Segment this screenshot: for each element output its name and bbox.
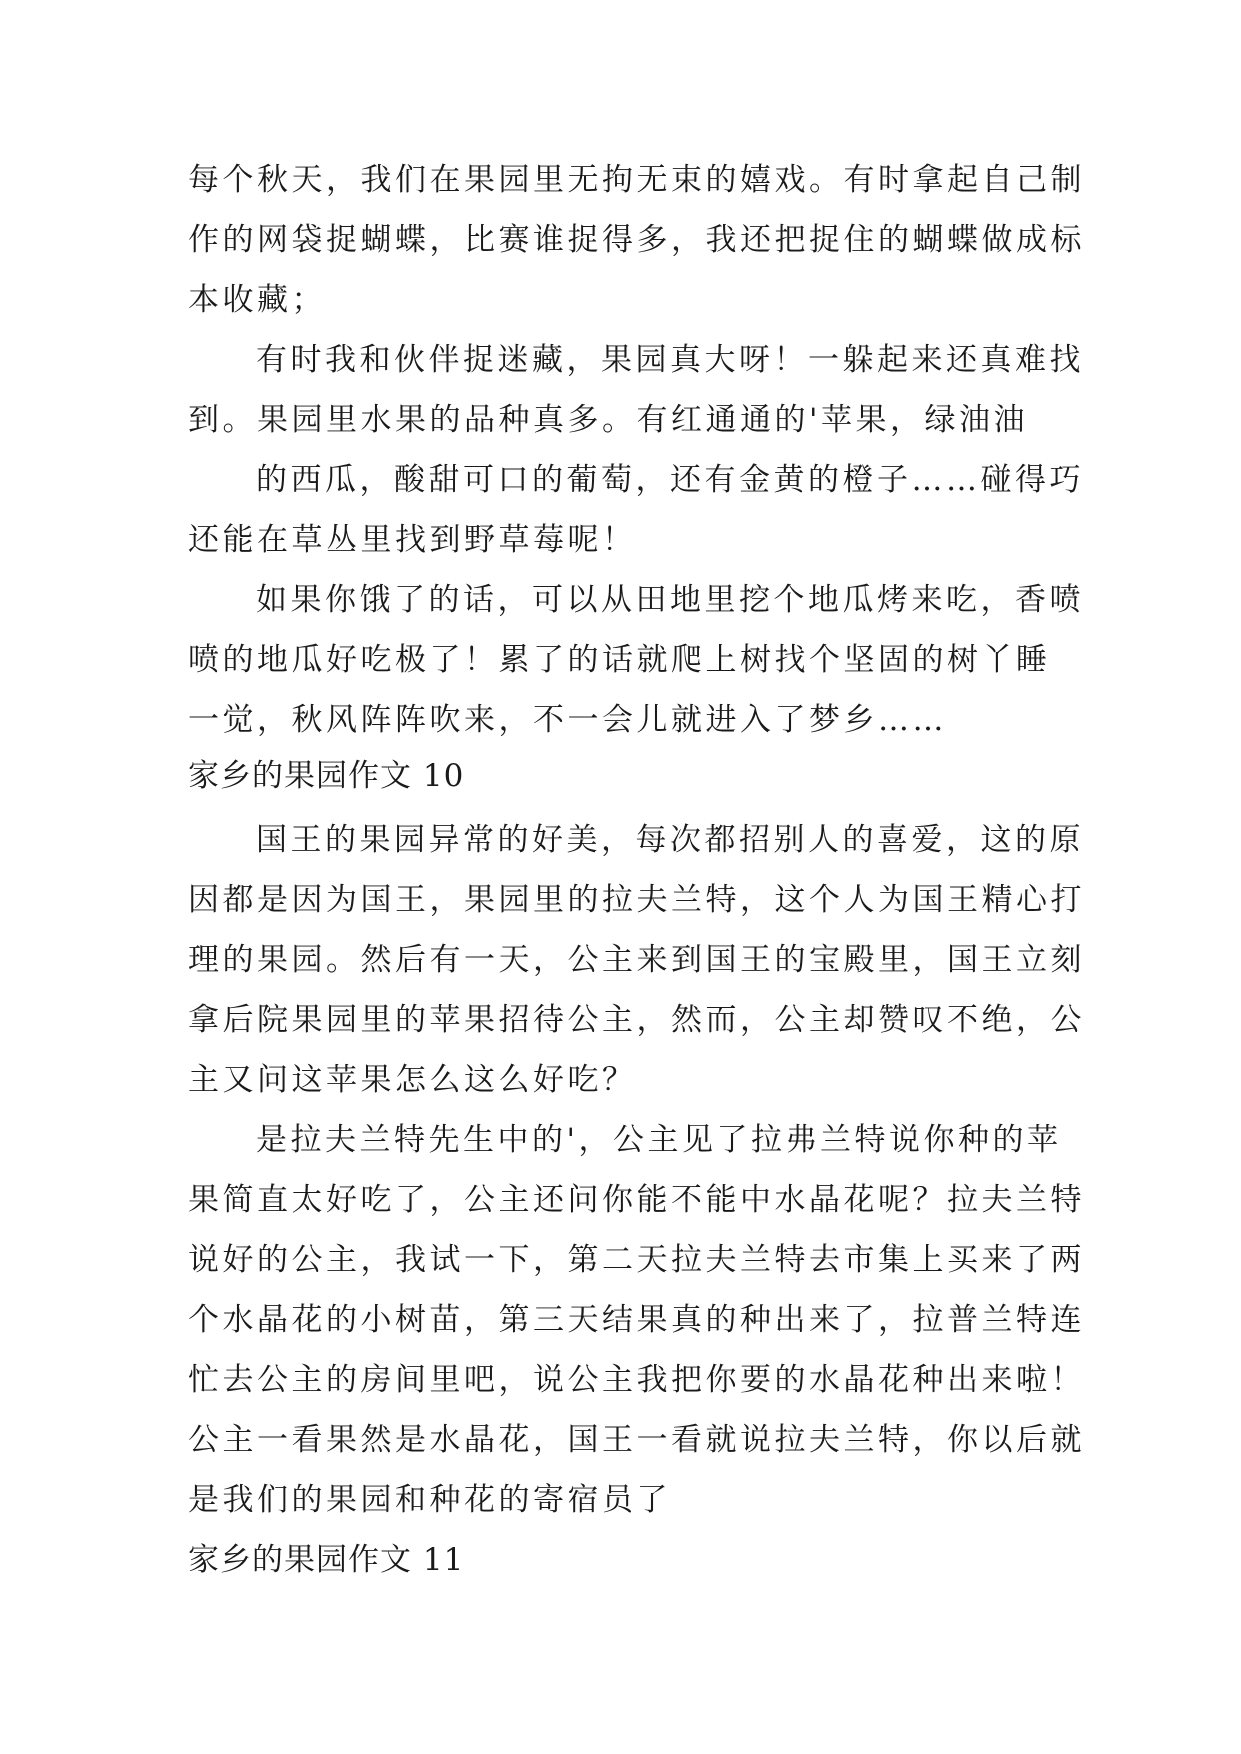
text-line: 到。果园里水果的品种真多。有红通通的'苹果，绿油油 (188, 402, 1029, 438)
text-line: 本收藏； (188, 282, 326, 318)
text-line: 如果你饿了的话，可以从田地里挖个地瓜烤来吃，香喷 (256, 582, 1084, 618)
text-line: 忙去公主的房间里吧，说公主我把你要的水晶花种出来啦！ (188, 1362, 1085, 1398)
text-line: 拿后院果园里的苹果招待公主，然而，公主却赞叹不绝，公 (188, 1002, 1085, 1038)
text-line: 说好的公主，我试一下，第二天拉夫兰特去市集上买来了两 (188, 1242, 1085, 1278)
text-line: 是我们的果园和种花的寄宿员了 (188, 1482, 671, 1518)
section-heading: 家乡的果园作文 10 (188, 758, 465, 794)
text-line: 公主一看果然是水晶花，国王一看就说拉夫兰特，你以后就 (188, 1422, 1085, 1458)
text-line: 个水晶花的小树苗，第三天结果真的种出来了，拉普兰特连 (188, 1302, 1085, 1338)
section-heading: 家乡的果园作文 11 (188, 1542, 465, 1578)
text-line: 因都是因为国王，果园里的拉夫兰特，这个人为国王精心打 (188, 882, 1085, 918)
text-line: 果简直太好吃了，公主还问你能不能中水晶花呢？拉夫兰特 (188, 1182, 1085, 1218)
text-line: 一觉，秋风阵阵吹来，不一会儿就进入了梦乡…… (188, 702, 947, 738)
text-line: 每个秋天，我们在果园里无拘无束的嬉戏。有时拿起自己制 (188, 162, 1085, 198)
text-line: 主又问这苹果怎么这么好吃？ (188, 1062, 637, 1098)
text-line: 作的网袋捉蝴蝶，比赛谁捉得多，我还把捉住的蝴蝶做成标 (188, 222, 1085, 258)
text-line: 的西瓜，酸甜可口的葡萄，还有金黄的橙子……碰得巧 (256, 462, 1084, 498)
text-line: 还能在草丛里找到野草莓呢！ (188, 522, 637, 558)
text-line: 是拉夫兰特先生中的'，公主见了拉弗兰特说你种的苹 (256, 1122, 1062, 1158)
text-line: 有时我和伙伴捉迷藏，果园真大呀！一躲起来还真难找 (256, 342, 1084, 378)
text-line: 理的果园。然后有一天，公主来到国王的宝殿里，国王立刻 (188, 942, 1085, 978)
text-line: 国王的果园异常的好美，每次都招别人的喜爱，这的原 (256, 822, 1084, 858)
text-line: 喷的地瓜好吃极了！累了的话就爬上树找个坚固的树丫睡 (188, 642, 1051, 678)
